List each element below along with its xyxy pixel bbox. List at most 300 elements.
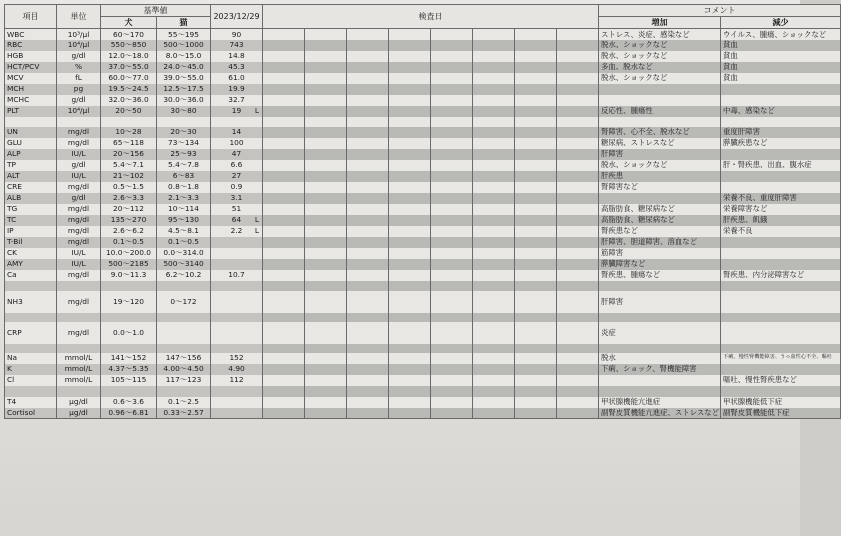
row-exam-cell — [347, 51, 389, 62]
row-exam-cell — [515, 386, 557, 397]
row-exam-cell — [431, 95, 473, 106]
row-cat-reference: 6～83 — [157, 171, 211, 182]
row-exam-cell — [389, 237, 431, 248]
row-decrease-comment — [721, 313, 841, 322]
row-exam-cell — [389, 270, 431, 281]
row-item: MCHC — [5, 95, 57, 106]
row-exam-cell — [515, 353, 557, 364]
row-increase-comment — [599, 344, 721, 353]
row-cat-reference — [157, 322, 211, 344]
row-decrease-comment: 肝疾患、飢餓 — [721, 215, 841, 226]
row-result — [211, 171, 263, 182]
row-result — [211, 204, 263, 215]
row-item: AMY — [5, 259, 57, 270]
row-result-value: 51 — [231, 204, 242, 214]
row-unit: % — [57, 62, 101, 73]
row-exam-cell — [305, 344, 347, 353]
row-decrease-comment — [721, 171, 841, 182]
row-decrease-comment: 貧血 — [721, 40, 841, 51]
row-exam-cell — [347, 62, 389, 73]
row-cat-reference: 0.33～2.57 — [157, 408, 211, 419]
row-decrease-comment: 貧血 — [721, 51, 841, 62]
row-exam-cell — [557, 29, 599, 40]
row-decrease-comment: 腎疾患、内分泌障害など — [721, 270, 841, 281]
row-result-value: 152 — [229, 353, 244, 363]
row-exam-cell — [515, 408, 557, 419]
table-row — [5, 204, 841, 215]
row-result — [211, 344, 263, 353]
row-exam-cell — [431, 73, 473, 84]
row-cat-reference: 24.0～45.0 — [157, 62, 211, 73]
row-item: Cortisol — [5, 408, 57, 419]
row-exam-cell — [557, 127, 599, 138]
row-cat-reference: 0.0～314.0 — [157, 248, 211, 259]
row-decrease-comment — [721, 182, 841, 193]
row-decrease-comment: 肝・腎疾患、出血、腹水症 — [721, 160, 841, 171]
row-cat-reference: 4.00～4.50 — [157, 364, 211, 375]
row-increase-comment: 高脂肪食、糖尿病など — [599, 215, 721, 226]
row-result-value: 61.0 — [228, 73, 245, 83]
row-exam-cell — [389, 40, 431, 51]
row-exam-cell — [389, 344, 431, 353]
row-dog-reference — [101, 344, 157, 353]
row-result-value: 45.3 — [228, 62, 245, 72]
header-item: 項目 — [5, 5, 57, 29]
row-exam-cell — [473, 281, 515, 291]
row-unit: 10⁴/μl — [57, 106, 101, 117]
row-exam-cell — [389, 29, 431, 40]
row-cat-reference: 0.8～1.8 — [157, 182, 211, 193]
row-result — [211, 73, 263, 84]
row-result — [211, 62, 263, 73]
row-unit: IU/L — [57, 259, 101, 270]
row-exam-cell — [515, 259, 557, 270]
row-increase-comment: 反応性、腫瘍性 — [599, 106, 721, 117]
row-exam-cell — [557, 386, 599, 397]
row-exam-cell — [557, 62, 599, 73]
row-exam-cell — [347, 215, 389, 226]
row-increase-comment — [599, 281, 721, 291]
row-unit: IU/L — [57, 171, 101, 182]
row-dog-reference: 20～112 — [101, 204, 157, 215]
row-exam-cell — [473, 84, 515, 95]
row-dog-reference: 500～2185 — [101, 259, 157, 270]
row-increase-comment: 腎障害など — [599, 182, 721, 193]
row-exam-cell — [389, 106, 431, 117]
row-unit: μg/dl — [57, 397, 101, 408]
row-exam-cell — [515, 375, 557, 386]
row-result — [211, 138, 263, 149]
row-increase-comment: 腎疾患など — [599, 226, 721, 237]
row-increase-comment — [599, 386, 721, 397]
row-cat-reference: 8.0～15.0 — [157, 51, 211, 62]
row-exam-cell — [473, 127, 515, 138]
row-exam-cell — [305, 386, 347, 397]
row-exam-cell — [389, 215, 431, 226]
table-row — [5, 40, 841, 51]
row-exam-cell — [305, 259, 347, 270]
row-exam-cell — [557, 95, 599, 106]
row-exam-cell — [263, 313, 305, 322]
row-exam-cell — [305, 171, 347, 182]
row-increase-comment: 脱水、ショックなど — [599, 160, 721, 171]
row-unit: mg/dl — [57, 204, 101, 215]
row-unit — [57, 281, 101, 291]
row-increase-comment: 肝疾患 — [599, 171, 721, 182]
table-row — [5, 353, 841, 364]
row-exam-cell — [557, 237, 599, 248]
row-exam-cell — [263, 375, 305, 386]
row-result-value: 19 — [231, 106, 242, 116]
row-exam-cell — [515, 215, 557, 226]
row-result — [211, 95, 263, 106]
row-exam-cell — [305, 353, 347, 364]
row-exam-cell — [557, 248, 599, 259]
row-exam-cell — [347, 182, 389, 193]
row-exam-cell — [515, 291, 557, 313]
row-exam-cell — [389, 375, 431, 386]
row-exam-cell — [305, 40, 347, 51]
table-row — [5, 182, 841, 193]
row-increase-comment: 脱水、ショックなど — [599, 73, 721, 84]
row-dog-reference: 0.0～1.0 — [101, 322, 157, 344]
row-exam-cell — [263, 397, 305, 408]
row-result-flag: L — [254, 106, 259, 116]
row-exam-cell — [347, 29, 389, 40]
row-dog-reference: 2.6～6.2 — [101, 226, 157, 237]
row-exam-cell — [305, 95, 347, 106]
row-result — [211, 160, 263, 171]
row-cat-reference: 0～172 — [157, 291, 211, 313]
row-exam-cell — [515, 397, 557, 408]
row-item — [5, 117, 57, 127]
row-increase-comment: 副腎皮質機能亢進症、ストレスなど — [599, 408, 721, 419]
row-item: MCH — [5, 84, 57, 95]
row-exam-cell — [431, 364, 473, 375]
row-exam-cell — [557, 353, 599, 364]
row-exam-cell — [473, 408, 515, 419]
row-increase-comment — [599, 95, 721, 106]
row-exam-cell — [389, 364, 431, 375]
row-exam-cell — [263, 408, 305, 419]
row-cat-reference: 25～93 — [157, 149, 211, 160]
row-cat-reference: 0.1～2.5 — [157, 397, 211, 408]
row-dog-reference: 19～120 — [101, 291, 157, 313]
row-exam-cell — [431, 408, 473, 419]
row-item — [5, 281, 57, 291]
row-exam-cell — [305, 322, 347, 344]
row-exam-cell — [515, 127, 557, 138]
row-dog-reference: 20～50 — [101, 106, 157, 117]
row-item: IP — [5, 226, 57, 237]
row-exam-cell — [557, 215, 599, 226]
row-cat-reference: 12.5～17.5 — [157, 84, 211, 95]
row-exam-cell — [557, 408, 599, 419]
row-result-value: 14 — [231, 127, 242, 137]
row-exam-cell — [263, 51, 305, 62]
row-exam-cell — [305, 73, 347, 84]
table-row — [5, 344, 841, 353]
row-exam-cell — [557, 40, 599, 51]
row-exam-cell — [557, 226, 599, 237]
row-unit: IU/L — [57, 149, 101, 160]
row-exam-cell — [473, 138, 515, 149]
row-dog-reference — [101, 281, 157, 291]
row-exam-cell — [389, 313, 431, 322]
row-item: Cl — [5, 375, 57, 386]
table-row — [5, 106, 841, 117]
row-decrease-comment — [721, 386, 841, 397]
row-exam-cell — [389, 117, 431, 127]
row-exam-cell — [515, 364, 557, 375]
row-item: Ca — [5, 270, 57, 281]
row-item: TC — [5, 215, 57, 226]
row-exam-cell — [389, 259, 431, 270]
row-exam-cell — [305, 313, 347, 322]
row-exam-cell — [347, 291, 389, 313]
row-exam-cell — [347, 95, 389, 106]
row-exam-cell — [305, 237, 347, 248]
row-exam-cell — [515, 149, 557, 160]
row-exam-cell — [473, 62, 515, 73]
row-exam-cell — [431, 84, 473, 95]
row-exam-cell — [347, 397, 389, 408]
row-exam-cell — [557, 364, 599, 375]
row-dog-reference: 105～115 — [101, 375, 157, 386]
row-cat-reference: 147～156 — [157, 353, 211, 364]
row-item: MCV — [5, 73, 57, 84]
row-exam-cell — [263, 248, 305, 259]
row-unit: mmol/L — [57, 375, 101, 386]
row-cat-reference — [157, 344, 211, 353]
row-exam-cell — [263, 204, 305, 215]
row-dog-reference: 141～152 — [101, 353, 157, 364]
row-dog-reference: 0.6～3.6 — [101, 397, 157, 408]
row-exam-cell — [389, 84, 431, 95]
row-exam-cell — [557, 73, 599, 84]
row-result — [211, 40, 263, 51]
row-exam-cell — [389, 204, 431, 215]
row-exam-cell — [347, 193, 389, 204]
row-exam-cell — [305, 408, 347, 419]
row-exam-cell — [431, 237, 473, 248]
row-result — [211, 364, 263, 375]
row-increase-comment: 多血、脱水など — [599, 62, 721, 73]
row-exam-cell — [389, 281, 431, 291]
row-exam-cell — [347, 204, 389, 215]
row-exam-cell — [473, 248, 515, 259]
header-reference: 基準値 — [101, 5, 211, 17]
row-item: TG — [5, 204, 57, 215]
row-cat-reference: 20～30 — [157, 127, 211, 138]
row-exam-cell — [263, 259, 305, 270]
row-exam-cell — [347, 353, 389, 364]
row-exam-cell — [557, 375, 599, 386]
row-exam-cell — [389, 138, 431, 149]
row-exam-cell — [305, 62, 347, 73]
row-exam-cell — [389, 291, 431, 313]
row-exam-cell — [515, 182, 557, 193]
row-exam-cell — [389, 127, 431, 138]
row-dog-reference: 60～170 — [101, 29, 157, 40]
row-decrease-comment: 甲状腺機能低下症 — [721, 397, 841, 408]
row-exam-cell — [431, 29, 473, 40]
row-cat-reference: 30.0～36.0 — [157, 95, 211, 106]
row-exam-cell — [557, 313, 599, 322]
row-exam-cell — [431, 160, 473, 171]
row-exam-cell — [389, 408, 431, 419]
row-dog-reference: 0.5～1.5 — [101, 182, 157, 193]
row-exam-cell — [263, 149, 305, 160]
row-exam-cell — [431, 193, 473, 204]
row-item: HCT/PCV — [5, 62, 57, 73]
row-item: CRE — [5, 182, 57, 193]
row-unit: g/dl — [57, 193, 101, 204]
row-result — [211, 193, 263, 204]
row-exam-cell — [515, 281, 557, 291]
table-row — [5, 160, 841, 171]
row-exam-cell — [263, 127, 305, 138]
row-exam-cell — [515, 138, 557, 149]
row-exam-cell — [305, 397, 347, 408]
table-row — [5, 291, 841, 313]
row-unit: mg/dl — [57, 138, 101, 149]
row-increase-comment: 甲状腺機能亢進症 — [599, 397, 721, 408]
row-decrease-comment — [721, 248, 841, 259]
row-cat-reference — [157, 313, 211, 322]
row-exam-cell — [557, 182, 599, 193]
row-exam-cell — [305, 364, 347, 375]
row-increase-comment: 高脂肪食、糖尿病など — [599, 204, 721, 215]
row-result-value: 3.1 — [230, 193, 243, 203]
row-result — [211, 353, 263, 364]
row-exam-cell — [473, 322, 515, 344]
row-result-value: 4.90 — [228, 364, 245, 374]
row-increase-comment: 脱水、ショックなど — [599, 51, 721, 62]
table-row — [5, 226, 841, 237]
row-item: CRP — [5, 322, 57, 344]
row-exam-cell — [347, 364, 389, 375]
table-row — [5, 138, 841, 149]
row-exam-cell — [515, 106, 557, 117]
row-exam-cell — [347, 322, 389, 344]
row-exam-cell — [515, 84, 557, 95]
row-dog-reference: 135～270 — [101, 215, 157, 226]
row-exam-cell — [263, 95, 305, 106]
row-exam-cell — [305, 226, 347, 237]
row-increase-comment: 糖尿病、ストレスなど — [599, 138, 721, 149]
row-unit: mg/dl — [57, 291, 101, 313]
row-exam-cell — [431, 226, 473, 237]
row-exam-cell — [389, 397, 431, 408]
row-cat-reference: 0.1～0.5 — [157, 237, 211, 248]
row-unit: pg — [57, 84, 101, 95]
row-exam-cell — [347, 84, 389, 95]
row-dog-reference: 37.0～55.0 — [101, 62, 157, 73]
row-exam-cell — [473, 353, 515, 364]
row-exam-cell — [557, 160, 599, 171]
row-unit: 10⁴/μl — [57, 40, 101, 51]
row-exam-cell — [431, 259, 473, 270]
row-unit: g/dl — [57, 95, 101, 106]
table-row — [5, 375, 841, 386]
row-exam-cell — [473, 215, 515, 226]
row-increase-comment: 肝障害 — [599, 149, 721, 160]
row-unit: mg/dl — [57, 182, 101, 193]
row-item: TP — [5, 160, 57, 171]
row-exam-cell — [305, 375, 347, 386]
row-cat-reference: 4.5～8.1 — [157, 226, 211, 237]
row-increase-comment: 肝障害 — [599, 291, 721, 313]
row-item — [5, 313, 57, 322]
row-exam-cell — [473, 386, 515, 397]
row-item — [5, 386, 57, 397]
row-exam-cell — [515, 29, 557, 40]
row-exam-cell — [263, 215, 305, 226]
row-exam-cell — [347, 344, 389, 353]
row-decrease-comment — [721, 117, 841, 127]
row-exam-cell — [515, 40, 557, 51]
row-decrease-comment — [721, 237, 841, 248]
row-increase-comment: 膵臓障害など — [599, 259, 721, 270]
row-exam-cell — [473, 237, 515, 248]
row-item: NH3 — [5, 291, 57, 313]
row-cat-reference — [157, 386, 211, 397]
row-item: T4 — [5, 397, 57, 408]
row-increase-comment — [599, 375, 721, 386]
row-exam-cell — [263, 193, 305, 204]
row-result — [211, 291, 263, 313]
row-exam-cell — [431, 386, 473, 397]
row-exam-cell — [389, 73, 431, 84]
row-exam-cell — [515, 51, 557, 62]
row-cat-reference: 6.2～10.2 — [157, 270, 211, 281]
row-item: GLU — [5, 138, 57, 149]
row-result — [211, 226, 263, 237]
row-cat-reference: 95～130 — [157, 215, 211, 226]
row-exam-cell — [431, 281, 473, 291]
row-result-value: 6.6 — [230, 160, 243, 170]
row-dog-reference: 0.96～6.81 — [101, 408, 157, 419]
row-exam-cell — [263, 171, 305, 182]
row-dog-reference: 20～156 — [101, 149, 157, 160]
row-exam-cell — [389, 95, 431, 106]
row-item: ALB — [5, 193, 57, 204]
row-exam-cell — [263, 270, 305, 281]
row-exam-cell — [347, 313, 389, 322]
row-exam-cell — [263, 322, 305, 344]
row-exam-cell — [389, 353, 431, 364]
row-result-value: 32.7 — [228, 95, 245, 105]
row-exam-cell — [263, 29, 305, 40]
row-decrease-comment: 膵臓疾患など — [721, 138, 841, 149]
row-result — [211, 375, 263, 386]
row-decrease-comment — [721, 364, 841, 375]
row-exam-cell — [263, 291, 305, 313]
row-unit — [57, 117, 101, 127]
row-exam-cell — [515, 226, 557, 237]
row-exam-cell — [389, 149, 431, 160]
row-increase-comment: 肝障害、胆道障害、溶血など — [599, 237, 721, 248]
row-increase-comment: 腎障害、心不全、脱水など — [599, 127, 721, 138]
header-increase: 増加 — [599, 17, 721, 29]
row-exam-cell — [389, 171, 431, 182]
row-exam-cell — [347, 117, 389, 127]
row-exam-cell — [473, 171, 515, 182]
header-cat: 猫 — [157, 17, 211, 29]
row-dog-reference: 60.0～77.0 — [101, 73, 157, 84]
row-dog-reference: 65～118 — [101, 138, 157, 149]
